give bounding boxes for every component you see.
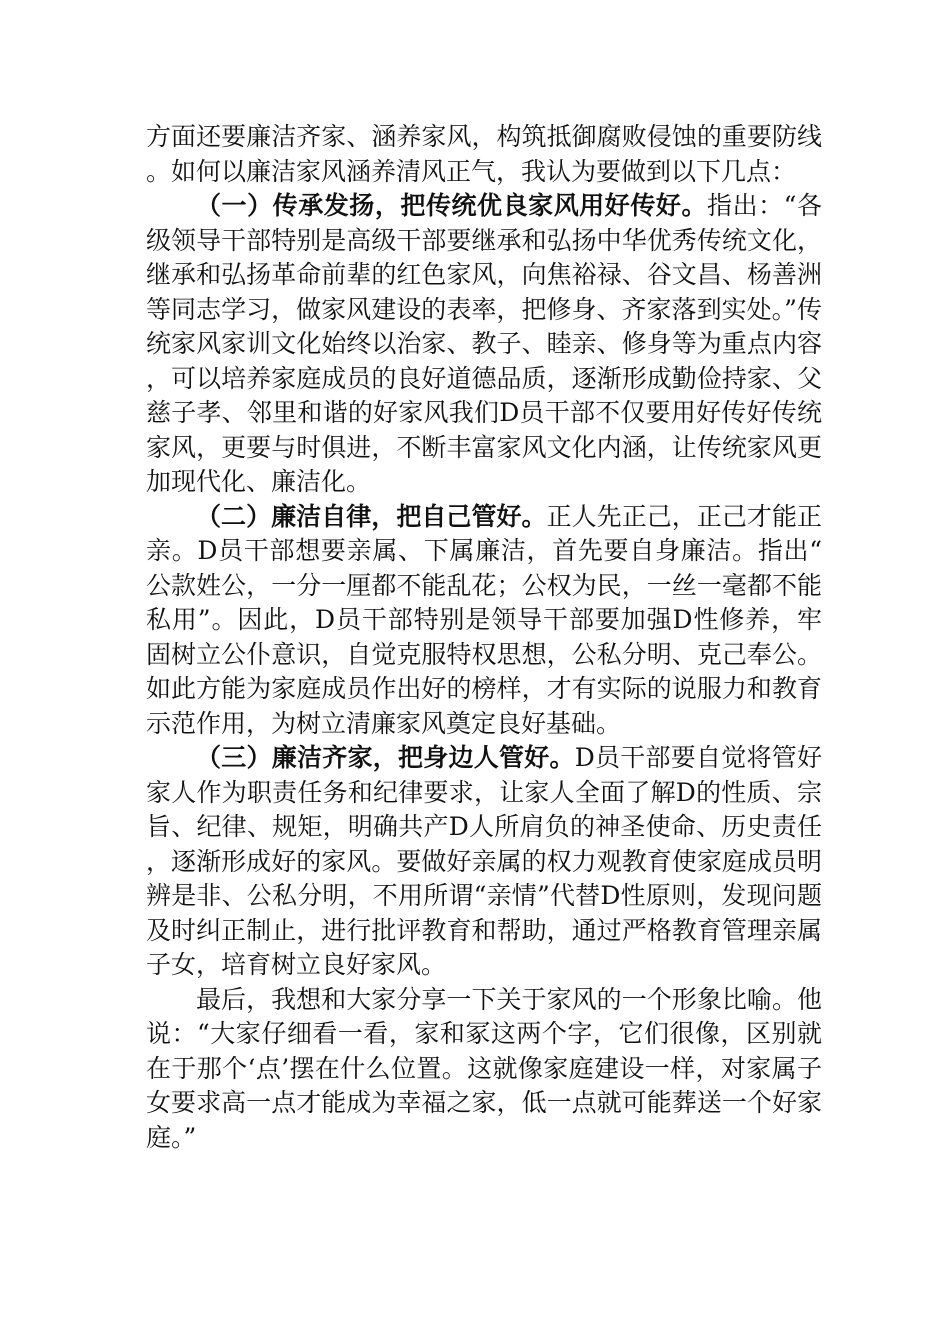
paragraph-heading: （三）廉洁齐家，把身边人管好。	[196, 743, 575, 772]
paragraph-intro	[146, 120, 822, 189]
paragraph-text: 最后，我想和大家分享一下关于家风的一个形象比喻。他说：“大家仔细看一看，家和冢这两个字，它们很像，区别就在于那个‘点’摆在什么位置。这就像家庭建设一样，对家属子女要求高一点才能成为幸福之家，低一点就可能葬送一个好家庭。”	[146, 984, 822, 1152]
paragraph-point-2	[146, 500, 822, 742]
paragraph-point-3	[146, 741, 822, 983]
paragraph-heading: （二）廉洁自律，把自己管好。	[196, 501, 547, 531]
paragraph-point-1	[146, 189, 822, 500]
paragraph-text: 正人先正己，正己才能正亲。D员干部想要亲属、下属廉洁，首先要自身廉洁。指出“公款姓公，一分一厘都不能乱花；公权为民，一丝一毫都不能私用”。因此，D员干部特别是领导干部要加强D性修养，牢固树立公仆意识，自觉克服特权思想，公私分明、克己奉公。如此方能为家庭成员作出好的榜样，才有实际的说服力和教育示范作用，为树立清廉家风奠定良好基础。	[146, 501, 822, 738]
paragraph-closing	[146, 983, 822, 1156]
document-body	[146, 120, 822, 1155]
paragraph-heading: （一）传承发扬，把传统优良家风用好传好。	[196, 191, 708, 220]
paragraph-text: 方面还要廉洁齐家、涵养家风，构筑抵御腐败侵蚀的重要防线。如何以廉洁家风涵养清风正气，我认为要做到以下几点：	[146, 122, 822, 186]
paragraph-text: D员干部要自觉将管好家人作为职责任务和纪律要求，让家人全面了解D的性质、宗旨、纪律、规矩，明确共产D人所肩负的神圣使命、历史责任，逐渐形成好的家风。要做好亲属的权力观教育使家庭成员明辨是非、公私分明，不用所谓“亲情”代替D性原则，发现问题及时纠正制止，进行批评教育和帮助，通过严格教育管理亲属子女，培育树立良好家风。	[146, 743, 822, 979]
paragraph-text: 指出：“各级领导干部特别是高级干部要继承和弘扬中华优秀传统文化，继承和弘扬革命前辈的红色家风，向焦裕禄、谷文昌、杨善洲等同志学习，做家风建设的表率，把修身、齐家落到实处。”传统家风家训文化始终以治家、教子、睦亲、修身等为重点内容，可以培养家庭成员的良好道德品质，逐渐形成勤俭持家、父慈子孝、邻里和谐的好家风我们D员干部不仅要用好传好传统家风，更要与时俱进，不断丰富家风文化内涵，让传统家风更加现代化、廉洁化。	[146, 191, 822, 496]
